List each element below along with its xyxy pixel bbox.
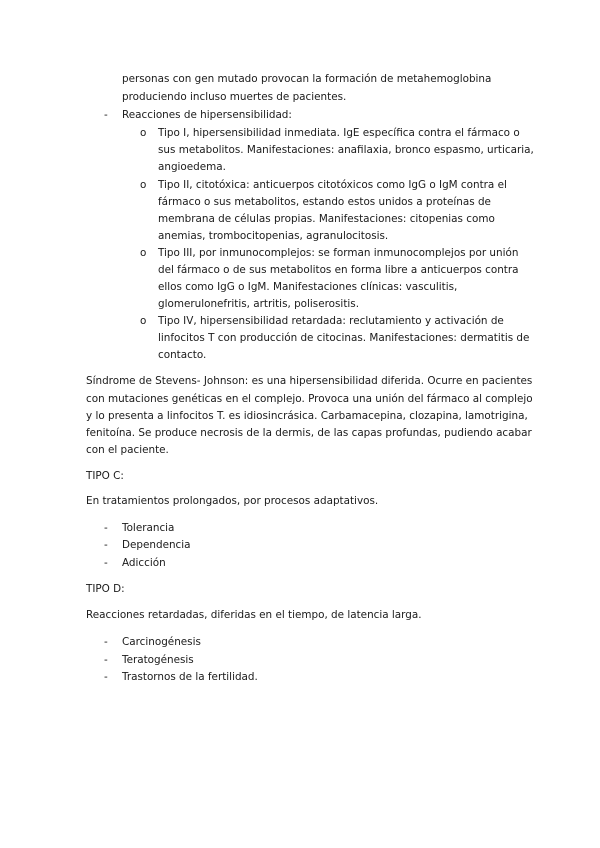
tipo-d-item-2: Teratogénesis (122, 654, 194, 666)
intro-line-2: produciendo incluso muertes de pacientes. (122, 91, 347, 103)
tipo-i-line-3: angioedema. (158, 161, 226, 173)
tipo-d-heading: TIPO D: (86, 583, 125, 595)
tipo-d-item-1: Carcinogénesis (122, 636, 201, 648)
sub-bullet: o (140, 247, 147, 259)
sj-line-5: con el paciente. (86, 444, 169, 456)
tipo-ii-line-2: fármaco o sus metabolitos, estando estos unidos a proteínas de (158, 196, 491, 208)
sj-line-3: y lo presenta a linfocitos T. es idiosincrásica. Carbamacepina, clozapina, lamotrigina, (86, 410, 528, 422)
bullet-dash: - (104, 522, 108, 534)
tipo-c-item-1: Tolerancia (122, 522, 175, 534)
intro-line-1: personas con gen mutado provocan la formación de metahemoglobina (122, 73, 492, 85)
sj-line-1: Síndrome de Stevens- Johnson: es una hipersensibilidad diferida. Ocurre en pacientes (86, 375, 533, 387)
tipo-iv-line-2: linfocitos T con producción de citocinas. Manifestaciones: dermatitis de (158, 332, 530, 344)
tipo-c-item-3: Adicción (122, 557, 166, 569)
tipo-d-description: Reacciones retardadas, diferidas en el tiempo, de latencia larga. (86, 609, 422, 621)
bullet-dash: - (104, 671, 108, 683)
bullet-dash: - (104, 654, 108, 666)
bullet-dash: - (104, 636, 108, 648)
bullet-dash: - (104, 109, 108, 121)
tipo-c-description: En tratamientos prolongados, por procesos adaptativos. (86, 495, 379, 507)
hypersensitivity-heading: Reacciones de hipersensibilidad: (122, 109, 292, 121)
tipo-ii-line-4: anemias, trombocitopenias, agranulocitosis. (158, 230, 389, 242)
tipo-d-item-3: Trastornos de la fertilidad. (122, 671, 258, 683)
sub-bullet: o (140, 315, 147, 327)
tipo-ii-line-3: membrana de células propias. Manifestaciones: citopenias como (158, 213, 495, 225)
tipo-iv-line-3: contacto. (158, 349, 207, 361)
sub-bullet: o (140, 127, 147, 139)
sj-line-2: con mutaciones genéticas en el complejo. Provoca una unión del fármaco al complejo (86, 393, 533, 405)
tipo-iii-line-1: Tipo III, por inmunocomplejos: se forman inmunocomplejos por unión (158, 247, 519, 259)
tipo-c-heading: TIPO C: (86, 470, 124, 482)
tipo-i-line-2: sus metabolitos. Manifestaciones: anafilaxia, bronco espasmo, urticaria, (158, 144, 534, 156)
tipo-iii-line-4: glomerulonefritis, artritis, poliserositis. (158, 298, 359, 310)
tipo-iii-line-2: del fármaco o de sus metabolitos en forma libre a anticuerpos contra (158, 264, 519, 276)
sub-bullet: o (140, 179, 147, 191)
sj-line-4: fenitoína. Se produce necrosis de la dermis, de las capas profundas, pudiendo acabar (86, 427, 532, 439)
bullet-dash: - (104, 557, 108, 569)
tipo-ii-line-1: Tipo II, citotóxica: anticuerpos citotóxicos como IgG o IgM contra el (158, 179, 507, 191)
tipo-c-item-2: Dependencia (122, 539, 191, 551)
bullet-dash: - (104, 539, 108, 551)
tipo-iv-line-1: Tipo IV, hipersensibilidad retardada: reclutamiento y activación de (158, 315, 504, 327)
tipo-i-line-1: Tipo I, hipersensibilidad inmediata. IgE específica contra el fármaco o (158, 127, 520, 139)
tipo-iii-line-3: ellos como IgG o IgM. Manifestaciones clínicas: vasculitis, (158, 281, 458, 293)
